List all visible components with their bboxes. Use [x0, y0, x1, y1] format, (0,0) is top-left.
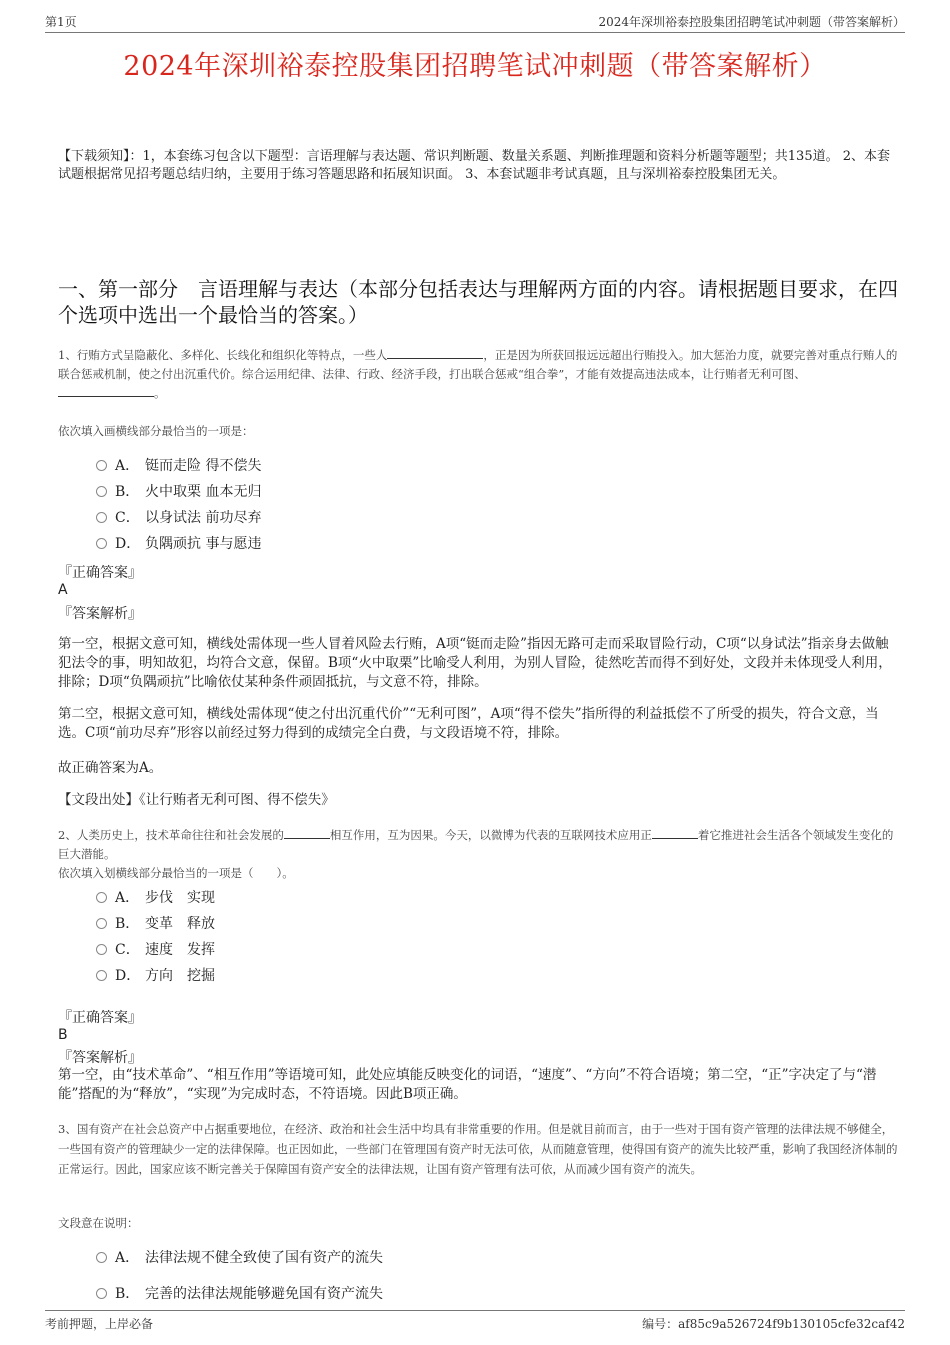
radio-button-icon[interactable] — [96, 944, 107, 955]
question-3-prompt: 文段意在说明： — [58, 1216, 139, 1230]
radio-button-icon[interactable] — [96, 892, 107, 903]
q1-analysis-paragraph: 第一空，根据文意可知，横线处需体现一些人冒着风险去行贿，A项“铤而走险”指因无路可走而采取冒险行动，C项“以身试法”指亲身去做触犯法令的事，明知故犯，均符合文意，保留。B项“火中取栗”比喻受人利用，为别人冒险，徒然吃苦而得不到好处，文段并未体现受人利用，排除；D项“负隅顽抗”比喻依仗某种条件顽固抵抗，与文意不符，排除。 — [58, 636, 892, 690]
radio-button-icon[interactable] — [96, 512, 107, 523]
answer-blank — [652, 826, 698, 839]
footer-divider — [45, 1310, 905, 1311]
q1-option-b[interactable]: B． 火中取栗 血本无归 — [96, 481, 261, 503]
answer-blank — [284, 826, 330, 839]
question-2-prompt: 依次填入划横线部分最恰当的一项是（ ）。 — [58, 866, 294, 880]
q3-option-a[interactable]: A． 法律法规不健全致使了国有资产的流失 — [96, 1247, 383, 1269]
question-1-text: 1、行贿方式呈隐蔽化、多样化、长线化和组织化等特点，一些人 ，正是因为所获回报远远超出行贿投入。加大惩治力度，就要完善对重点行贿人的联合惩戒机制，使之付出沉重代价。综合运用纪律、法律、行政、经济手段，打出联合惩戒“组合拳”，才能有效提高违法成本，让行贿者无利可图、。 — [58, 348, 898, 400]
radio-button-icon[interactable] — [96, 1288, 107, 1299]
page-number: 第1页 — [45, 15, 77, 29]
question-3-text: 3、国有资产在社会总资产中占据重要地位，在经济、政治和社会生活中均具有非常重要的作用。但是就目前而言，由于一些对于国有资产管理的法律法规不够健全，一些国有资产的管理缺少一定的法律保障。也正因如此，一些部门在管理国有资产时无法可依，从而随意管理，使得国有资产的流失比较严重，影响了我国经济体制的正常运行。因此，国家应该不断完善关于保障国有资产安全的法律法规，让国有资产管理有法可依，从而减少国有资产的流失。 — [58, 1122, 898, 1176]
running-header-title: 2024年深圳裕泰控股集团招聘笔试冲刺题（带答案解析） — [598, 15, 905, 29]
radio-button-icon[interactable] — [96, 1252, 107, 1263]
radio-button-icon[interactable] — [96, 918, 107, 929]
q1-option-a[interactable]: A． 铤而走险 得不偿失 — [96, 455, 261, 477]
q2-analysis-label: 『答案解析』 — [58, 1050, 142, 1066]
q2-option-d[interactable]: D． 方向 挖掘 — [96, 965, 215, 987]
q1-analysis-label: 『答案解析』 — [58, 606, 142, 622]
q3-option-b[interactable]: B． 完善的法律法规能够避免国有资产流失 — [96, 1283, 383, 1305]
q1-option-d[interactable]: D． 负隅顽抗 事与愿违 — [96, 533, 261, 555]
document-title: 2024年深圳裕泰控股集团招聘笔试冲刺题（带答案解析） — [123, 51, 827, 82]
q2-option-a[interactable]: A． 步伐 实现 — [96, 887, 215, 909]
q1-answer: A — [58, 582, 68, 598]
radio-button-icon[interactable] — [96, 538, 107, 549]
q2-answer: B — [58, 1027, 68, 1043]
q1-option-c[interactable]: C． 以身试法 前功尽弃 — [96, 507, 261, 529]
answer-blank — [58, 384, 154, 397]
q2-analysis: 第一空，由“技术革命”、“相互作用”等语境可知，此处应填能反映变化的词语，“速度”、“方向”不符合语境；第二空，“正”字决定了与“潜能”搭配的为“释放”，“实现”为完成时态，不符语境。因此B项正确。 — [58, 1067, 877, 1102]
q1-source: 【文段出处】《让行贿者无利可图、得不偿失》 — [58, 792, 335, 808]
radio-button-icon[interactable] — [96, 486, 107, 497]
header-divider — [45, 32, 905, 33]
footer-slogan: 考前押题，上岸必备 — [45, 1317, 154, 1331]
q1-conclusion: 故正确答案为A。 — [58, 760, 163, 776]
q1-analysis-paragraph: 第二空，根据文意可知，横线处需体现“使之付出沉重代价”“无利可图”，A项“得不偿失”指所得的利益抵偿不了所受的损失，符合文意，当选。C项“前功尽弃”形容以前经过努力得到的成绩完全白费，与文段语境不符，排除。 — [58, 706, 879, 741]
radio-button-icon[interactable] — [96, 970, 107, 981]
question-2-text: 2、人类历史上，技术革命往往和社会发展的 相互作用，互为因果。今天，以微博为代表的互联网技术应用正 着它推进社会生活各个领域发生变化的巨大潜能。 — [58, 828, 894, 861]
q2-option-c[interactable]: C． 速度 发挥 — [96, 939, 215, 961]
document-id: 编号：af85c9a526724f9b130105cfe32caf42 — [642, 1317, 905, 1331]
section-heading: 一、第一部分 言语理解与表达（本部分包括表达与理解两方面的内容。请根据题目要求，在四个选项中选出一个最恰当的答案。） — [58, 277, 898, 327]
q2-correct-answer-label: 『正确答案』 — [58, 1010, 142, 1026]
radio-button-icon[interactable] — [96, 460, 107, 471]
q2-option-b[interactable]: B． 变革 释放 — [96, 913, 215, 935]
question-1-prompt: 依次填入画横线部分最恰当的一项是： — [58, 424, 254, 438]
q1-correct-answer-label: 『正确答案』 — [58, 565, 142, 581]
answer-blank — [387, 346, 483, 359]
download-notice: 【下载须知】：1，本套练习包含以下题型：言语理解与表达题、常识判断题、数量关系题、判断推理题和资料分析题等题型；共135道。 2、本套试题根据常见招考题总结归纳，主要用于练习答题思路和拓展知识面。 3、本套试题非考试真题，且与深圳裕泰控股集团无关。 — [58, 149, 890, 182]
